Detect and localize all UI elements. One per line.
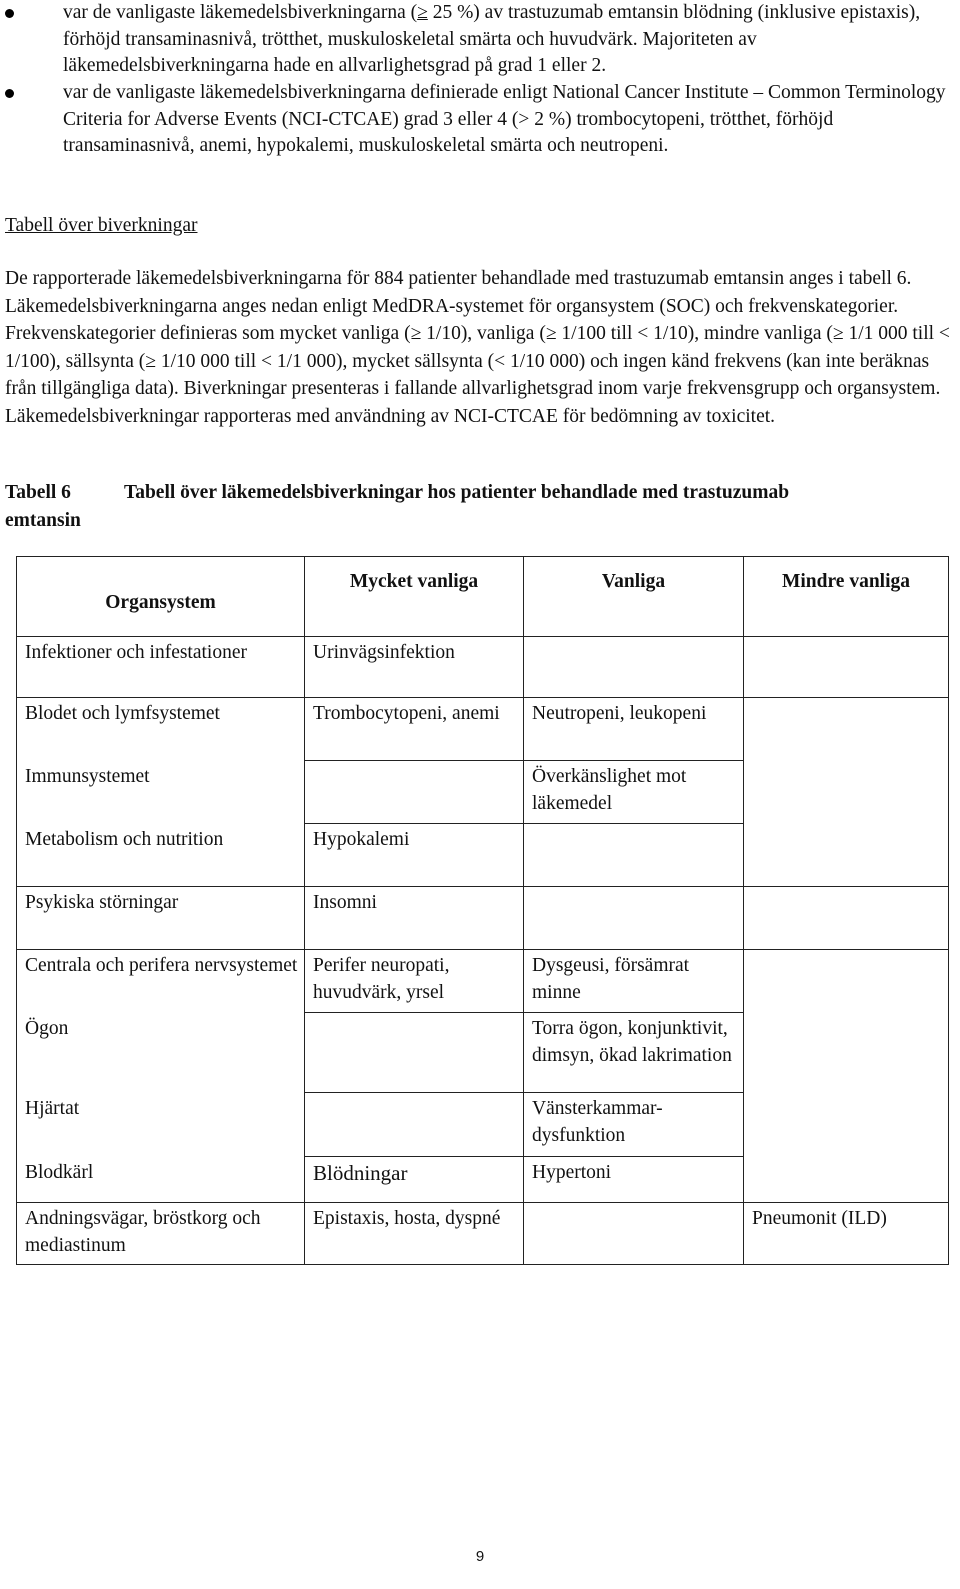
row-common [524,824,743,831]
table-row [17,1013,949,1093]
row-organ: Blodet och lymfsystemet [25,703,220,724]
row-organ: Immunsystemet [25,765,150,787]
row-very-common: Epistaxis, hosta, dyspné [313,1208,501,1229]
row-very-common: Insomni [313,892,377,913]
row-uncommon [744,950,948,957]
header-very-common: Mycket vanliga [305,557,524,637]
row-organ: Andningsvägar, bröstkorg och mediastinum [25,1208,261,1256]
table-header-row [17,557,949,637]
header-organ: Organsystem [17,557,305,637]
row-common [524,637,743,644]
table-row [17,637,949,698]
row-uncommon [744,698,948,705]
table-row [17,950,949,1013]
row-organ: Hjärtat [25,1097,80,1119]
adverse-reactions-table [16,556,949,1265]
table-row [17,824,949,887]
table-caption-label: Tabell 6 emtansin [5,482,81,531]
table-row [17,887,949,950]
row-uncommon [744,761,948,768]
row-very-common [305,1013,523,1020]
table-row [17,1203,949,1265]
row-uncommon [744,1093,948,1100]
header-uncommon: Mindre vanliga [744,557,949,637]
page-number: 9 [475,1548,485,1565]
row-common: Vänsterkammar-dysfunktion [532,1098,663,1146]
section-subheading: Tabell över biverkningar [5,215,198,236]
row-very-common [305,1093,523,1100]
row-uncommon: Pneumonit (ILD) [752,1208,887,1229]
row-very-common: Hypokalemi [313,829,410,850]
table-row [17,1093,949,1157]
bullet-text [63,0,948,80]
row-uncommon [744,1157,948,1164]
row-organ: Blodkärl [25,1161,94,1183]
bullet-dot-icon [5,89,14,98]
bullet-dot-icon [5,9,14,18]
row-very-common: Trombocytopeni, anemi [313,703,500,724]
header-common: Vanliga [524,557,744,637]
row-uncommon [744,1013,948,1020]
row-uncommon [744,887,948,894]
row-uncommon [744,824,948,831]
row-very-common [305,761,523,768]
row-organ: Metabolism och nutrition [25,828,224,850]
row-common [524,887,743,894]
row-very-common: Perifer neuropati, huvudvärk, yrsel [313,955,450,1003]
row-very-common: Blödningar [313,1161,408,1185]
row-common: Torra ögon, konjunktivit, dimsyn, ökad lakrimation [532,1018,732,1066]
row-common: Överkänslighet mot läkemedel [532,766,687,814]
greater-equal-symbol: ≥ [417,2,428,23]
table-row [17,698,949,761]
intro-paragraph: De rapporterade läkemedelsbiverkningarna för 884 patienter behandlade med trastuzumab emtansin anges i tabell 6. Läkemedelsbiverkningarna anges nedan enligt MedDRA-systemet för organsystem (SOC) och frekvenskategorier. Frekvenskategorier definieras som mycket vanliga (≥ 1/10), vanliga (≥ 1/100 till < 1/10), mindre vanliga (≥ 1/1 000 till < 1/100), sällsynta (≥ 1/10 000 till < 1/1 000), mycket sällsynta (< 1/10 000) och ingen känd frekvens (kan inte beräknas från tillgängliga data). Biverkningar presenteras i fallande allvarlighetsgrad inom varje frekvensgrupp och organsystem. Läkemedelsbiverkningar rapporteras med användning av NCI-CTCAE för bedömning av toxicitet. [5,268,950,427]
row-organ: Centrala och perifera nervsystemet [25,955,298,976]
table-row [17,1157,949,1203]
row-very-common: Urinvägsinfektion [313,642,455,663]
row-common [524,1203,743,1210]
bullet-text: var de vanligaste läkemedelsbiverkningarna definierade enligt National Cancer Institute – Common Terminology Criteria for Adverse Events (NCI-CTCAE) grad 3 eller 4 (> 2 %) trombocytopeni, trötthet, förhöjd transaminasnivå, anemi, hypokalemi, muskuloskeletal smärta och neutropeni. [63,82,946,156]
table-row [17,761,949,824]
row-common: Neutropeni, leukopeni [532,703,707,724]
bullet-text-rest: 25 %) av trastuzumab emtansin blödning (inklusive epistaxis), förhöjd transaminasnivå, trötthet, muskuloskeletal smärta och huvudvärk. Majoriteten av läkemedelsbiverkningarna hade en allvarlighetsgrad på grad 1 eller 2. [63,2,921,76]
row-organ: Ögon [25,1017,69,1039]
row-uncommon [744,637,948,644]
row-organ: Psykiska störningar [25,892,179,913]
bullet-text-prefix: var de vanligaste läkemedelsbiverkningarna ( [63,2,418,23]
row-organ: Infektioner och infestationer [25,642,247,663]
row-common: Hypertoni [532,1162,612,1183]
table-caption-title: Tabell över läkemedelsbiverkningar hos patienter behandlade med trastuzumab [124,482,790,503]
row-common: Dysgeusi, försämrat minne [532,955,690,1003]
